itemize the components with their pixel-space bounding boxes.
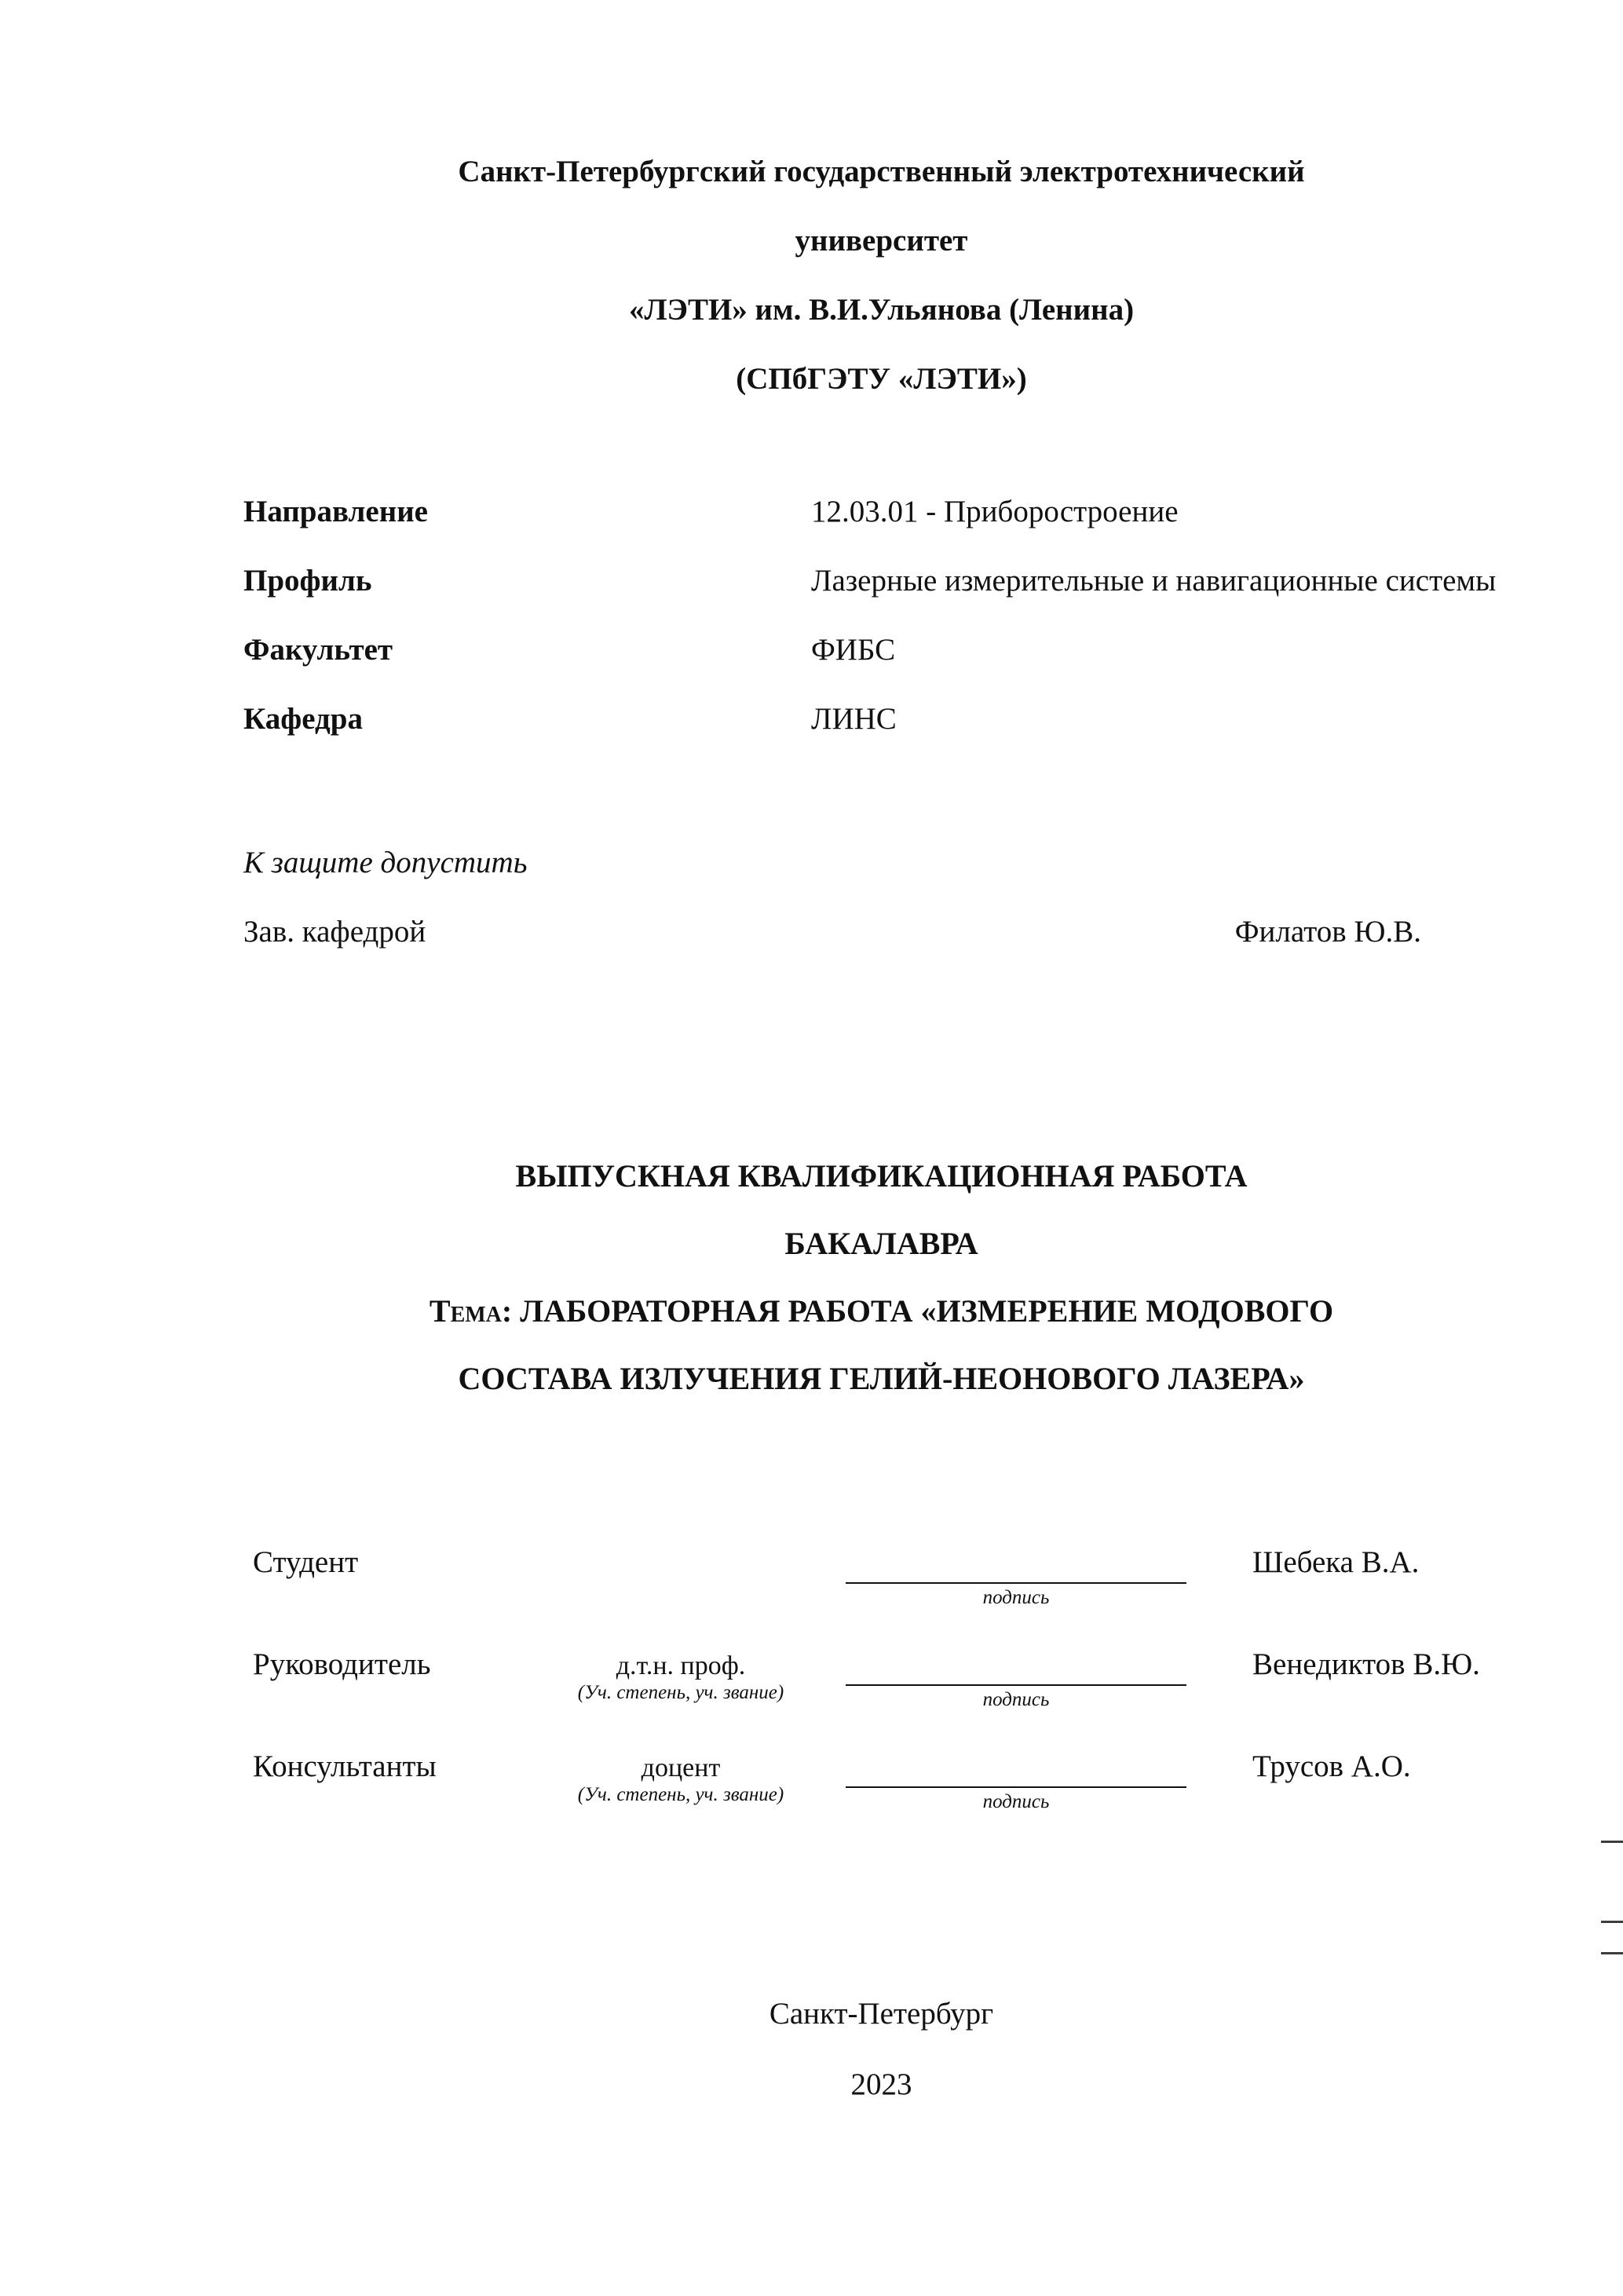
work-title-line-1: ВЫПУСКНАЯ КВАЛИФИКАЦИОННАЯ РАБОТА xyxy=(515,1158,1248,1194)
signature-role: Консультанты xyxy=(253,1749,437,1783)
work-title xyxy=(243,1143,1519,1413)
degree-text: доцент xyxy=(641,1753,721,1782)
program-fields xyxy=(243,477,1519,754)
signature-name: Трусов А.О. xyxy=(1252,1749,1411,1783)
university-name-line-3: «ЛЭТИ» им. В.И.Ульянова (Ленина) xyxy=(628,293,1135,327)
signature-caption: подпись xyxy=(982,1587,1050,1608)
field-row-direction xyxy=(243,477,1519,547)
university-name-line-2: университет xyxy=(795,224,968,258)
margin-mark xyxy=(1601,1841,1623,1843)
footer-year: 2023 xyxy=(850,2067,912,2101)
signature-field xyxy=(846,1645,1186,1713)
field-label-profile: Профиль xyxy=(243,564,372,598)
university-header xyxy=(243,137,1519,414)
field-row-department xyxy=(243,685,1519,754)
footer-city: Санкт-Петербург xyxy=(769,1997,994,2031)
signature-row-consultant xyxy=(253,1747,1529,1815)
work-theme-line-1 xyxy=(243,1278,1519,1345)
signature-caption: подпись xyxy=(982,1791,1050,1812)
signature-line xyxy=(846,1645,1186,1686)
signature-role: Студент xyxy=(253,1545,359,1579)
signature-caption: подпись xyxy=(982,1689,1050,1710)
margin-mark xyxy=(1601,1952,1623,1954)
work-theme-line-2: СОСТАВА ИЗЛУЧЕНИЯ ГЕЛИЙ-НЕОНОВОГО ЛАЗЕРА» xyxy=(458,1361,1305,1396)
admission-signer-row xyxy=(243,898,1519,967)
signature-row-student xyxy=(253,1543,1529,1610)
field-value-direction: 12.03.01 - Приборостроение xyxy=(811,495,1179,528)
signature-field xyxy=(846,1543,1186,1610)
signature-row-supervisor xyxy=(253,1645,1529,1713)
margin-mark xyxy=(1601,1921,1623,1923)
university-name-line-4: (СПбГЭТУ «ЛЭТИ») xyxy=(736,362,1027,396)
signature-role: Руководитель xyxy=(253,1647,431,1681)
field-value-profile: Лазерные измерительные и навигационные системы xyxy=(811,564,1497,598)
degree-caption: (Уч. степень, уч. звание) xyxy=(577,1682,784,1703)
degree-caption: (Уч. степень, уч. звание) xyxy=(577,1784,784,1805)
theme-text-part-1: ЛАБОРАТОРНАЯ РАБОТА «ИЗМЕРЕНИЕ МОДОВОГО xyxy=(520,1293,1334,1329)
field-value-department: ЛИНС xyxy=(811,702,897,736)
university-name-line-1: Санкт-Петербургский государственный электротехнический xyxy=(458,155,1305,188)
signature-degree xyxy=(547,1747,814,1807)
signature-name: Шебека В.А. xyxy=(1252,1545,1420,1579)
field-value-faculty: ФИБС xyxy=(811,633,896,667)
theme-prefix: Тема: xyxy=(429,1293,513,1329)
field-label-department: Кафедра xyxy=(243,702,363,736)
signature-degree xyxy=(547,1543,814,1549)
signature-line xyxy=(846,1747,1186,1788)
head-of-department-name: Филатов Ю.В. xyxy=(1234,915,1421,949)
signatures-block xyxy=(253,1543,1529,1849)
admission-statement: К защите допустить xyxy=(243,846,528,879)
field-row-profile xyxy=(243,547,1519,616)
field-row-faculty xyxy=(243,616,1519,685)
admission-block xyxy=(243,828,1519,967)
signature-line xyxy=(846,1543,1186,1584)
signature-degree xyxy=(547,1645,814,1705)
field-label-direction: Направление xyxy=(243,495,428,528)
signature-name: Венедиктов В.Ю. xyxy=(1252,1647,1480,1681)
field-label-faculty: Факультет xyxy=(243,633,393,667)
footer xyxy=(243,1979,1519,2120)
degree-text: д.т.н. проф. xyxy=(616,1651,746,1680)
head-of-department-label: Зав. кафедрой xyxy=(243,915,426,949)
signature-field xyxy=(846,1747,1186,1815)
work-title-line-2: БАКАЛАВРА xyxy=(784,1226,978,1261)
